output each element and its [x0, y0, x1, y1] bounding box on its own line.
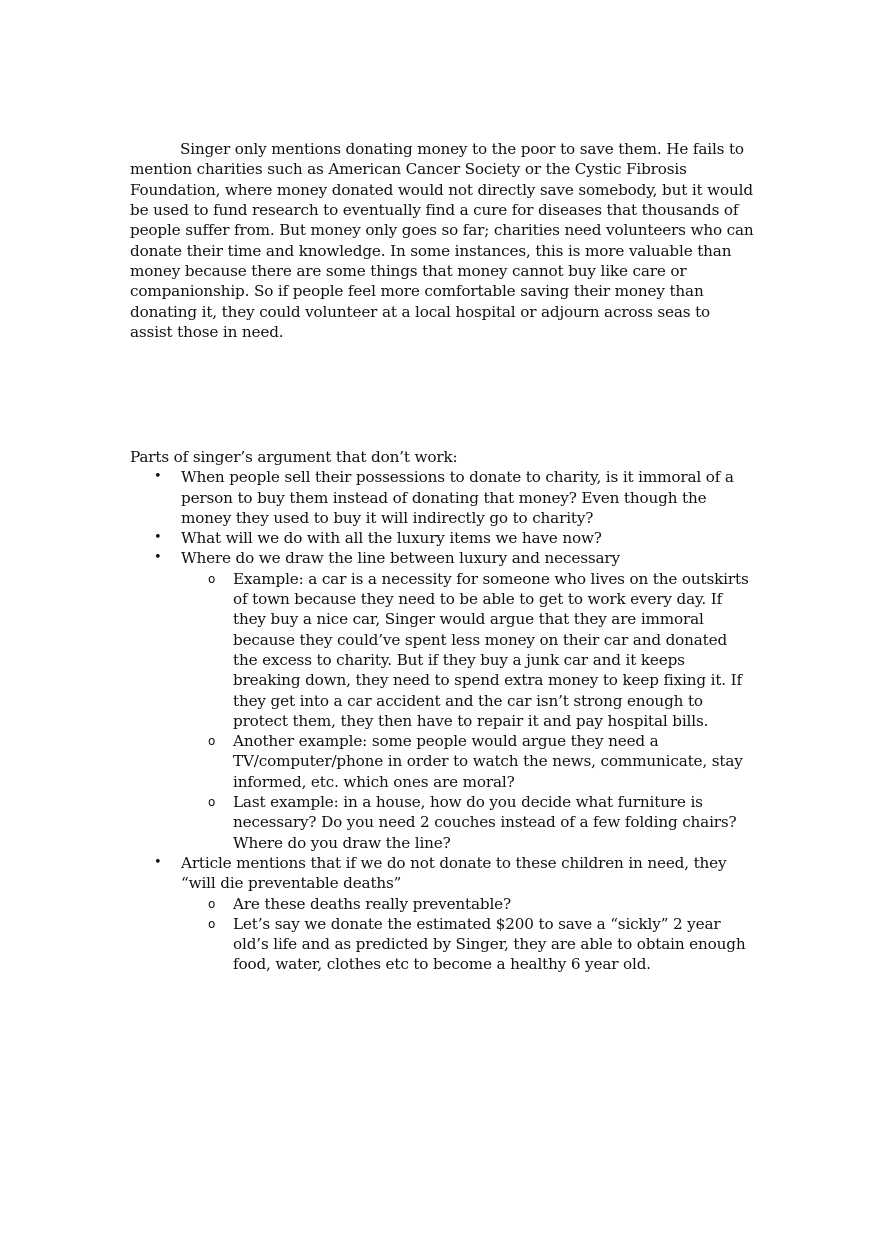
body-paragraph: Singer only mentions donating money to the poor to save them. He fails to mention charities such as American Cancer Society or the Cystic Fibrosis Foundation, where money donated would not directly save somebody, but it would be used to fund research to eventually find a cure for diseases that thousands of people suffer from. But money only goes so far; charities need volunteers who can donate their time and knowledge. In some instances, this is more valuable than money because there are some things that money cannot buy like care or companionship. So if people feel more comfortable saving their money than donating it, they could volunteer at a local hospital or adjourn across seas to assist those in need.	[130, 140, 754, 341]
argument-section	[130, 447, 755, 975]
list-item	[130, 548, 755, 852]
sub-list-item-text: Are these deaths really preventable?	[233, 894, 512, 913]
sub-list-item-text: Let’s say we donate the estimated $200 to save a “sickly” 2 year old’s life and as predicted by Singer, they are able to obtain enough food, water, clothes etc to become a healthy 6 year old.	[233, 914, 746, 974]
circle-bullet-icon: o	[208, 795, 216, 810]
list-item-text: Where do we draw the line between luxury and necessary	[181, 549, 620, 568]
bullet-icon: •	[154, 530, 162, 546]
sub-list-item-text: Another example: some people would argue they need a TV/computer/phone in order to watch the news, communicate, stay informed, etc. which ones are moral?	[233, 732, 743, 791]
sub-list-item	[181, 569, 755, 731]
sub-list-item	[181, 894, 755, 914]
sub-list-item	[181, 792, 755, 853]
sub-list-item-text: Example: a car is a necessity for someone who lives on the outskirts of town because they need to be able to get to work every day. If they buy a nice car, Singer would argue that they are immoral because they could’ve spent less money on their car and donated the excess to charity. But if they buy a junk car and it keeps breaking down, they need to spend extra money to keep fixing it. If they get into a car accident and the car isn’t strong enough to protect them, they then have to repair it and pay hospital bills.	[233, 569, 749, 730]
bullet-icon: •	[154, 469, 162, 485]
circle-bullet-icon: o	[208, 896, 216, 911]
bullet-list	[130, 467, 755, 974]
sub-list-item	[181, 731, 755, 792]
sub-bullet-list	[181, 569, 755, 853]
circle-bullet-icon: o	[208, 571, 216, 586]
sub-list-item	[181, 914, 755, 975]
list-item-text: When people sell their possessions to donate to charity, is it immoral of a person to buy them instead of donating that money? Even though the money they used to buy it will indirectly go to charity?	[181, 468, 734, 527]
circle-bullet-icon: o	[208, 734, 216, 749]
list-item	[130, 467, 755, 528]
list-item-text: What will we do with all the luxury items we have now?	[181, 529, 602, 548]
bullet-icon: •	[154, 550, 162, 566]
circle-bullet-icon: o	[208, 916, 216, 931]
list-item	[130, 528, 755, 548]
list-item	[130, 853, 755, 975]
bullet-icon: •	[154, 854, 162, 870]
section-heading: Parts of singer’s argument that don’t work:	[130, 448, 458, 466]
list-item-text: Article mentions that if we do not donate to these children in need, they “will die preventable deaths”	[181, 853, 727, 893]
sub-bullet-list	[181, 894, 755, 975]
sub-list-item-text: Last example: in a house, how do you decide what furniture is necessary? Do you need 2 couches instead of a few folding chairs? Where do you draw the line?	[233, 793, 737, 852]
